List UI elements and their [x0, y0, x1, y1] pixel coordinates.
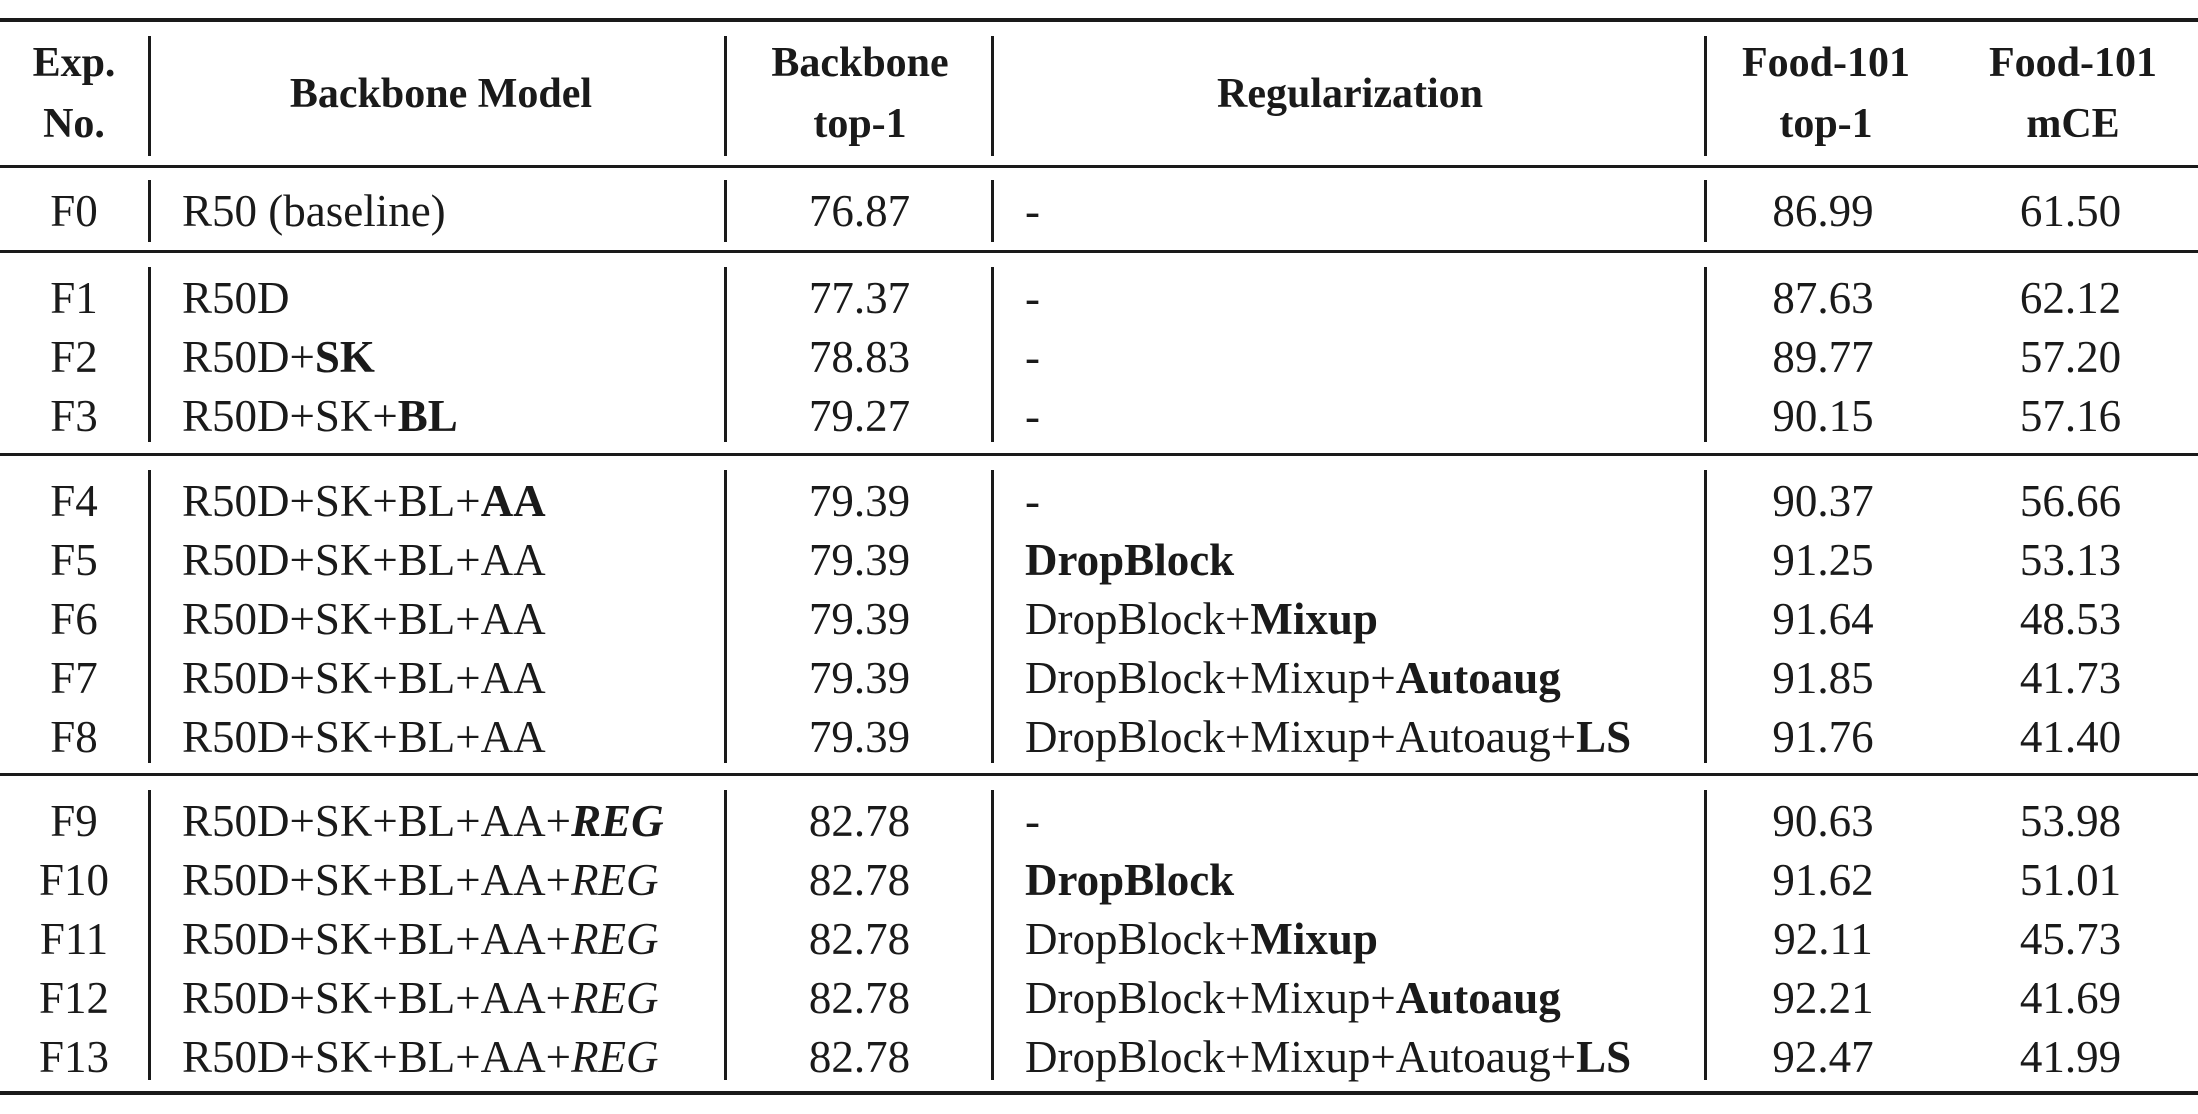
text-segment: -	[1025, 476, 1040, 526]
cell-regularization	[1025, 269, 1705, 327]
text-segment: R50D+SK+BL+AA+	[182, 973, 572, 1023]
cell-food101-top1: 89.77	[1772, 332, 1874, 382]
text-segment: -	[1025, 796, 1040, 846]
cell-food101-mce: 57.16	[2019, 391, 2122, 441]
cell-exp-no: F0	[50, 186, 98, 236]
cell-exp-no: F12	[38, 973, 110, 1023]
cell-regularization	[1025, 708, 1705, 766]
cell-regularization	[1025, 472, 1705, 530]
column-header	[191, 64, 691, 125]
text-segment: R50D+	[182, 332, 315, 382]
text-segment: DropBlock+	[1025, 594, 1251, 644]
cell-food101-top1: 91.76	[1772, 712, 1874, 762]
cell-regularization	[1025, 649, 1705, 707]
text-segment: R50D+SK+BL+AA	[182, 535, 546, 585]
text-segment: Mixup	[1250, 914, 1378, 964]
cell-backbone-top1: 79.39	[808, 712, 911, 762]
cell-exp-no: F8	[50, 712, 98, 762]
text-segment: R50D+SK+BL+AA+	[182, 796, 572, 846]
cell-backbone-model	[182, 182, 722, 240]
cell-regularization	[1025, 792, 1705, 850]
cell-regularization	[1025, 590, 1705, 648]
cell-backbone-model	[182, 590, 722, 648]
text-segment: LS	[1576, 1032, 1632, 1082]
cell-regularization	[1025, 1028, 1705, 1086]
text-segment: DropBlock+Mixup+	[1025, 653, 1396, 703]
text-segment: BL	[397, 391, 458, 441]
text-segment: -	[1025, 273, 1040, 323]
cell-regularization	[1025, 910, 1705, 968]
text-segment: REG	[571, 855, 659, 905]
cell-food101-mce: 41.40	[2019, 712, 2122, 762]
text-segment: R50 (baseline)	[182, 186, 446, 236]
cell-food101-mce: 62.12	[2019, 273, 2122, 323]
cell-regularization	[1025, 387, 1705, 445]
bottom-rule	[0, 1091, 2198, 1095]
text-segment: AA	[480, 476, 546, 526]
cell-backbone-model	[182, 328, 722, 386]
cell-backbone-model	[182, 792, 722, 850]
cell-food101-top1: 90.63	[1772, 796, 1874, 846]
cell-backbone-top1: 79.39	[808, 476, 911, 526]
cell-backbone-top1: 77.37	[808, 273, 911, 323]
column-divider	[148, 470, 151, 763]
column-header-line: mCE	[2026, 101, 2120, 147]
cell-food101-top1: 92.11	[1773, 914, 1873, 964]
group-rule	[0, 773, 2198, 776]
cell-exp-no: F13	[38, 1032, 110, 1082]
cell-backbone-model	[182, 969, 722, 1027]
column-divider	[148, 790, 151, 1080]
cell-food101-mce: 41.99	[2019, 1032, 2122, 1082]
text-segment: DropBlock+Mixup+Autoaug+	[1025, 712, 1577, 762]
column-header	[1696, 33, 1956, 155]
text-segment: -	[1025, 391, 1040, 441]
cell-food101-mce: 53.13	[2019, 535, 2122, 585]
cell-exp-no: F7	[50, 653, 98, 703]
text-segment: REG	[571, 796, 664, 846]
cell-food101-mce: 56.66	[2019, 476, 2122, 526]
text-segment: -	[1025, 186, 1040, 236]
cell-food101-mce: 41.69	[2019, 973, 2122, 1023]
cell-backbone-top1: 79.39	[808, 535, 911, 585]
text-segment: -	[1025, 332, 1040, 382]
cell-backbone-top1: 82.78	[808, 1032, 911, 1082]
cell-regularization	[1025, 182, 1705, 240]
cell-backbone-model	[182, 387, 722, 445]
cell-exp-no: F2	[50, 332, 98, 382]
cell-backbone-model	[182, 851, 722, 909]
cell-food101-mce: 57.20	[2019, 332, 2122, 382]
text-segment: Autoaug	[1395, 973, 1561, 1023]
text-segment: R50D+SK+BL+	[182, 476, 481, 526]
cell-food101-top1: 91.25	[1772, 535, 1874, 585]
text-segment: R50D+SK+BL+AA	[182, 594, 546, 644]
cell-exp-no: F4	[50, 476, 98, 526]
cell-regularization	[1025, 969, 1705, 1027]
text-segment: REG	[571, 914, 659, 964]
cell-regularization	[1025, 851, 1705, 909]
column-header-line: Food-101	[1742, 40, 1910, 86]
cell-backbone-model	[182, 910, 722, 968]
text-segment: R50D+SK+BL+AA+	[182, 914, 572, 964]
cell-exp-no: F6	[50, 594, 98, 644]
text-segment: Mixup	[1250, 594, 1378, 644]
cell-food101-mce: 53.98	[2019, 796, 2122, 846]
text-segment: R50D+SK+BL+AA	[182, 712, 546, 762]
column-divider	[148, 267, 151, 442]
cell-food101-mce: 45.73	[2019, 914, 2122, 964]
cell-food101-mce: 41.73	[2019, 653, 2122, 703]
column-divider	[724, 36, 727, 156]
text-segment: DropBlock	[1025, 855, 1235, 905]
header-rule	[0, 165, 2198, 168]
column-divider	[991, 36, 994, 156]
cell-exp-no: F1	[50, 273, 98, 323]
group-rule	[0, 453, 2198, 456]
cell-food101-top1: 91.64	[1772, 594, 1874, 644]
column-header-line: top-1	[813, 101, 907, 147]
cell-exp-no: F3	[50, 391, 98, 441]
cell-backbone-top1: 82.78	[808, 973, 911, 1023]
column-header	[1100, 64, 1600, 125]
cell-exp-no: F11	[39, 914, 109, 964]
cell-food101-top1: 92.21	[1772, 973, 1874, 1023]
column-header-line: Regularization	[1217, 70, 1483, 117]
column-header-line: Food-101	[1989, 40, 2157, 86]
cell-food101-top1: 90.37	[1772, 476, 1874, 526]
column-header-line: No.	[43, 101, 105, 147]
cell-food101-mce: 48.53	[2019, 594, 2122, 644]
text-segment: R50D+SK+	[182, 391, 398, 441]
cell-backbone-model	[182, 1028, 722, 1086]
cell-backbone-top1: 82.78	[808, 914, 911, 964]
text-segment: DropBlock+	[1025, 914, 1251, 964]
column-header	[730, 33, 990, 155]
cell-backbone-top1: 79.39	[808, 594, 911, 644]
group-rule	[0, 250, 2198, 253]
cell-regularization	[1025, 531, 1705, 589]
cell-backbone-model	[182, 531, 722, 589]
text-segment: REG	[571, 1032, 659, 1082]
text-segment: Autoaug	[1395, 653, 1561, 703]
column-header	[0, 33, 149, 155]
cell-backbone-top1: 82.78	[808, 796, 911, 846]
text-segment: REG	[571, 973, 659, 1023]
cell-food101-top1: 91.85	[1772, 653, 1874, 703]
column-header-line: Exp.	[32, 40, 116, 86]
cell-backbone-model	[182, 472, 722, 530]
column-divider	[148, 180, 151, 242]
text-segment: DropBlock+Mixup+Autoaug+	[1025, 1032, 1577, 1082]
text-segment: R50D	[182, 273, 290, 323]
top-rule	[0, 18, 2198, 22]
cell-backbone-top1: 82.78	[808, 855, 911, 905]
text-segment: DropBlock	[1025, 535, 1235, 585]
cell-backbone-model	[182, 269, 722, 327]
cell-backbone-model	[182, 708, 722, 766]
text-segment: DropBlock+Mixup+	[1025, 973, 1396, 1023]
text-segment: LS	[1576, 712, 1632, 762]
column-header-line: Backbone	[771, 40, 949, 86]
column-header-line: Backbone Model	[289, 70, 593, 117]
cell-food101-top1: 91.62	[1772, 855, 1874, 905]
text-segment: R50D+SK+BL+AA+	[182, 855, 572, 905]
text-segment: R50D+SK+BL+AA	[182, 653, 546, 703]
cell-backbone-top1: 76.87	[808, 186, 911, 236]
cell-food101-top1: 86.99	[1772, 186, 1874, 236]
column-header-line: top-1	[1779, 101, 1873, 147]
cell-regularization	[1025, 328, 1705, 386]
text-segment: SK	[314, 332, 375, 382]
cell-food101-mce: 61.50	[2019, 186, 2122, 236]
cell-exp-no: F9	[50, 796, 98, 846]
cell-food101-top1: 92.47	[1772, 1032, 1874, 1082]
text-segment: R50D+SK+BL+AA+	[182, 1032, 572, 1082]
cell-backbone-top1: 78.83	[808, 332, 911, 382]
cell-food101-top1: 90.15	[1772, 391, 1874, 441]
cell-food101-top1: 87.63	[1772, 273, 1874, 323]
column-header	[1953, 33, 2193, 155]
cell-backbone-top1: 79.27	[808, 391, 911, 441]
cell-exp-no: F10	[38, 855, 110, 905]
cell-exp-no: F5	[50, 535, 98, 585]
cell-backbone-model	[182, 649, 722, 707]
cell-backbone-top1: 79.39	[808, 653, 911, 703]
cell-food101-mce: 51.01	[2019, 855, 2122, 905]
